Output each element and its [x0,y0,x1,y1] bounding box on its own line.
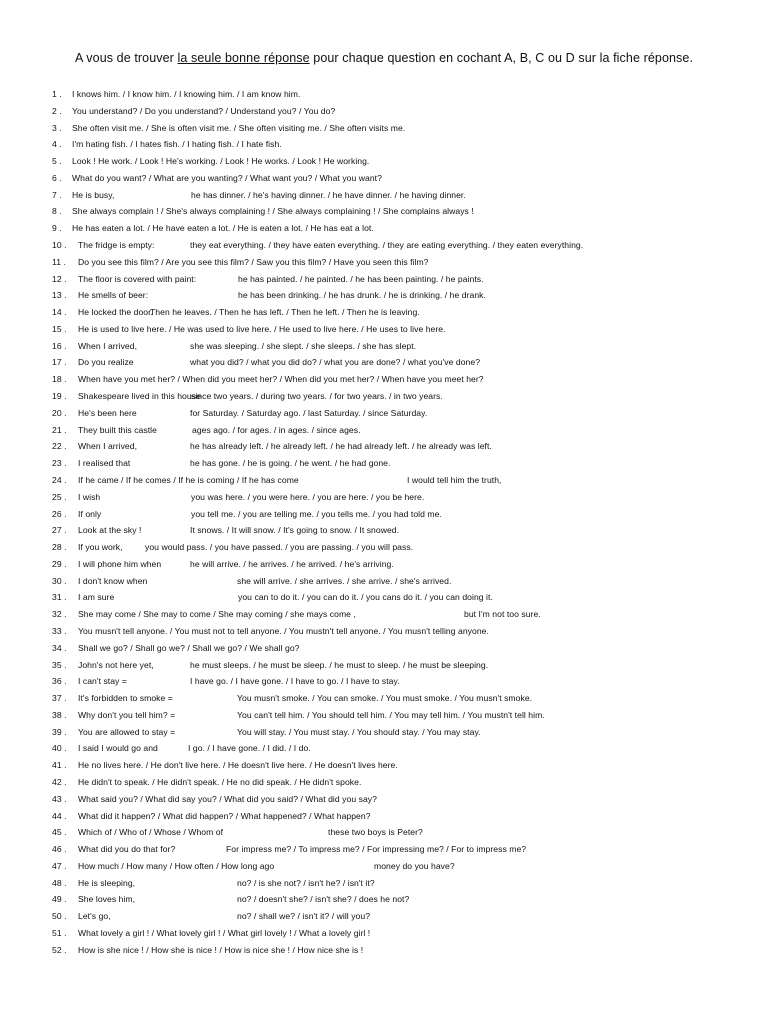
question-text: She always complain ! / She's always complaining ! / She always complaining ! / She complains always ! [72,206,474,217]
question-number: 50 . [52,911,67,922]
question-number: 27 . [52,525,67,536]
question-number: 31 . [52,592,67,603]
question-options: for Saturday. / Saturday ago. / last Saturday. / since Saturday. [190,407,428,418]
question-number: 4 . [52,139,62,150]
question-number: 34 . [52,642,67,653]
question-number: 19 . [52,391,67,402]
question-text: How is she nice ! / How she is nice ! / How is nice she ! / How nice she is ! [78,944,364,955]
question-number: 5 . [52,156,62,167]
question-text: You are allowed to stay = [78,726,176,737]
question-text: Do you realize [78,357,134,368]
question-text: He is busy, [72,189,115,200]
question-text: I said I would go and [78,743,158,754]
question-number: 16 . [52,340,67,351]
question-options: You can't tell him. / You should tell him. / You may tell him. / You mustn't tell him. [237,709,545,720]
question-options: ages ago. / for ages. / in ages. / since ages. [192,424,361,435]
question-text: I can't stay = [78,676,127,687]
question-options: you tell me. / you are telling me. / you tells me. / you had told me. [191,508,442,519]
question-number: 42 . [52,776,67,787]
question-text: He's been here [78,407,137,418]
question-number: 11 . [52,256,66,267]
question-text: You musn't tell anyone. / You must not to tell anyone. / You mustn't tell anyone. / You musn't telling anyone. [78,625,489,636]
question-options: no? / shall we? / isn't it? / will you? [237,911,371,922]
question-options: no? / is she not? / isn't he? / isn't it? [237,877,375,888]
question-number: 3 . [52,122,62,133]
question-number: 47 . [52,860,67,871]
question-text: Which of / Who of / Whose / Whom of [78,827,224,838]
question-options: Then he leaves. / Then he has left. / Then he left. / Then he is leaving. [150,307,420,318]
question-number: 33 . [52,625,67,636]
question-number: 37 . [52,693,67,704]
question-text: He is used to live here. / He was used to live here. / He used to live here. / He uses to live here. [78,323,446,334]
question-number: 48 . [52,877,67,888]
question-text: I wish [78,491,101,502]
question-text: The fridge is empty: [78,240,155,251]
header-text-underlined: la seule bonne réponse [177,51,310,65]
question-text: They built this castle [78,424,157,435]
question-text: Look ! He work. / Look ! He's working. / Look ! He works. / Look ! He working. [72,156,370,167]
question-options: he has gone. / he is going. / he went. / he had gone. [190,458,391,469]
question-number: 30 . [52,575,67,586]
question-text: What did it happen? / What did happen? / What happened? / What happen? [78,810,371,821]
question-options: he has painted. / he painted. / he has been painting. / he paints. [238,273,484,284]
question-options: It snows. / It will snow. / It's going to snow. / It snowed. [190,525,400,536]
question-text: She may come / She may to come / She may coming / she mays come , [78,609,356,620]
question-number: 43 . [52,793,67,804]
question-number: 17 . [52,357,67,368]
question-number: 7 . [52,189,62,200]
question-text: What said you? / What did say you? / What did you said? / What did you say? [78,793,377,804]
question-options: you was here. / you were here. / you are here. / you be here. [191,491,425,502]
question-text: Why don't you tell him? = [78,709,176,720]
question-text: He didn't to speak. / He didn't speak. / He no did speak. / He didn't spoke. [78,776,362,787]
question-number: 29 . [52,558,67,569]
question-number: 20 . [52,407,67,418]
question-text: He is sleeping, [78,877,136,888]
question-text: He locked the door. [78,307,153,318]
question-options: you would pass. / you have passed. / you are passing. / you will pass. [145,542,414,553]
question-options: money do you have? [374,860,455,871]
question-number: 18 . [52,374,67,385]
question-text: Look at the sky ! [78,525,142,536]
question-number: 15 . [52,323,67,334]
question-options: You musn't smoke. / You can smoke. / You must smoke. / You musn't smoke. [237,693,533,704]
question-text: He has eaten a lot. / He have eaten a lot. / He is eaten a lot. / He has eat a lot. [72,223,374,234]
question-number: 24 . [52,474,67,485]
question-options: You will stay. / You must stay. / You should stay. / You may stay. [237,726,481,737]
question-text: Do you see this film? / Are you see this film? / Saw you this film? / Have you seen this film? [78,256,429,267]
question-options: but I'm not too sure. [464,609,541,620]
question-text: How much / How many / How often / How long ago [78,860,275,871]
question-text: He no lives here. / He don't live here. / He doesn't live here. / He doesn't lives here. [78,760,398,771]
question-number: 12 . [52,273,67,284]
question-number: 40 . [52,743,67,754]
question-text: I don't know when [78,575,148,586]
instructions-header [0,51,768,65]
question-number: 13 . [52,290,67,301]
question-options: I go. / I have gone. / I did. / I do. [188,743,311,754]
question-text: What do you want? / What are you wanting? / What want you? / What you want? [72,172,382,183]
question-number: 1 . [52,89,62,99]
question-number: 9 . [52,223,62,234]
question-number: 45 . [52,827,67,838]
question-text: The floor is covered with paint: [78,273,197,284]
question-text: I'm hating fish. / I hates fish. / I hating fish. / I hate fish. [72,139,282,150]
header-text-before: A vous de trouver [74,51,178,65]
question-options: I have go. / I have gone. / I have to go. / I have to stay. [190,676,400,687]
question-options: he has already left. / he already left. / he had already left. / he already was left. [190,441,492,452]
question-text: When I arrived, [78,340,138,351]
question-text: I realised that [78,458,131,469]
question-number: 23 . [52,458,67,469]
question-number: 41 . [52,760,67,771]
question-number: 46 . [52,844,67,855]
question-number: 51 . [52,928,67,938]
question-number: 52 . [52,944,67,955]
question-options: what you did? / what you did do? / what you are done? / what you've done? [190,357,481,368]
question-text: When I arrived, [78,441,138,452]
question-options: these two boys is Peter? [328,827,423,838]
question-number: 26 . [52,508,67,519]
question-number: 38 . [52,709,67,720]
question-text: You understand? / Do you understand? / Understand you? / You do? [72,105,336,116]
question-number: 39 . [52,726,67,737]
question-options: he must sleeps. / he must be sleep. / he must to sleep. / he must be sleeping. [190,659,489,670]
question-text: I am sure [78,592,115,603]
question-number: 22 . [52,441,67,452]
question-text: Shall we go? / Shall go we? / Shall we go? / We shall go? [78,642,300,653]
question-options: they eat everything. / they have eaten everything. / they are eating everything. / they eaten everything. [190,240,584,251]
question-number: 10 . [52,240,67,251]
question-text: Shakespeare lived in this house [78,391,201,402]
question-text: I will phone him when [78,558,162,569]
question-number: 6 . [52,172,62,183]
question-options: I would tell him the truth, [407,474,502,485]
question-options: she was sleeping. / she slept. / she sleeps. / she has slept. [190,340,417,351]
question-number: 44 . [52,810,67,821]
question-options: since two years. / during two years. / for two years. / in two years. [191,391,443,402]
question-number: 2 . [52,105,62,116]
question-text: What lovely a girl ! / What lovely girl ! / What girl lovely ! / What a lovely girl ! [78,928,371,938]
question-number: 36 . [52,676,67,687]
question-text: John's not here yet, [78,659,154,670]
question-options: he has dinner. / he's having dinner. / he have dinner. / he having dinner. [191,189,466,200]
question-text: When have you met her? / When did you meet her? / When did you met her? / When have you meet her? [78,374,484,385]
question-text: What did you do that for? [78,844,176,855]
question-number: 49 . [52,894,67,905]
question-number: 32 . [52,609,67,620]
question-text: He smells of beer: [78,290,149,301]
question-text: If only [78,508,102,519]
question-options: he has been drinking. / he has drunk. / he is drinking. / he drank. [238,290,486,301]
question-text: If you work, [78,542,123,553]
question-options: no? / doesn't she? / isn't she? / does he not? [237,894,410,905]
question-number: 28 . [52,542,67,553]
question-options: For impress me? / To impress me? / For impressing me? / For to impress me? [226,844,527,855]
question-text: It's forbidden to smoke = [78,693,173,704]
question-options: she will arrive. / she arrives. / she arrive. / she's arrived. [237,575,452,586]
question-number: 8 . [52,206,62,217]
question-number: 25 . [52,491,67,502]
question-number: 14 . [52,307,67,318]
question-text: She often visit me. / She is often visit me. / She often visiting me. / She often visits me. [72,122,406,133]
question-number: 21 . [52,424,67,435]
question-number: 35 . [52,659,67,670]
question-text: Let's go, [78,911,111,922]
question-text: I knows him. / I know him. / I knowing him. / I am know him. [72,89,301,99]
header-text-after: pour chaque question en cochant A, B, C ou D sur la fiche réponse. [309,51,694,65]
question-text: If he came / If he comes / If he is coming / If he has come [78,474,299,485]
question-options: you can to do it. / you can do it. / you cans do it. / you can doing it. [238,592,493,603]
question-text: She loves him, [78,894,136,905]
question-options: he will arrive. / he arrives. / he arrived. / he's arriving. [190,558,394,569]
